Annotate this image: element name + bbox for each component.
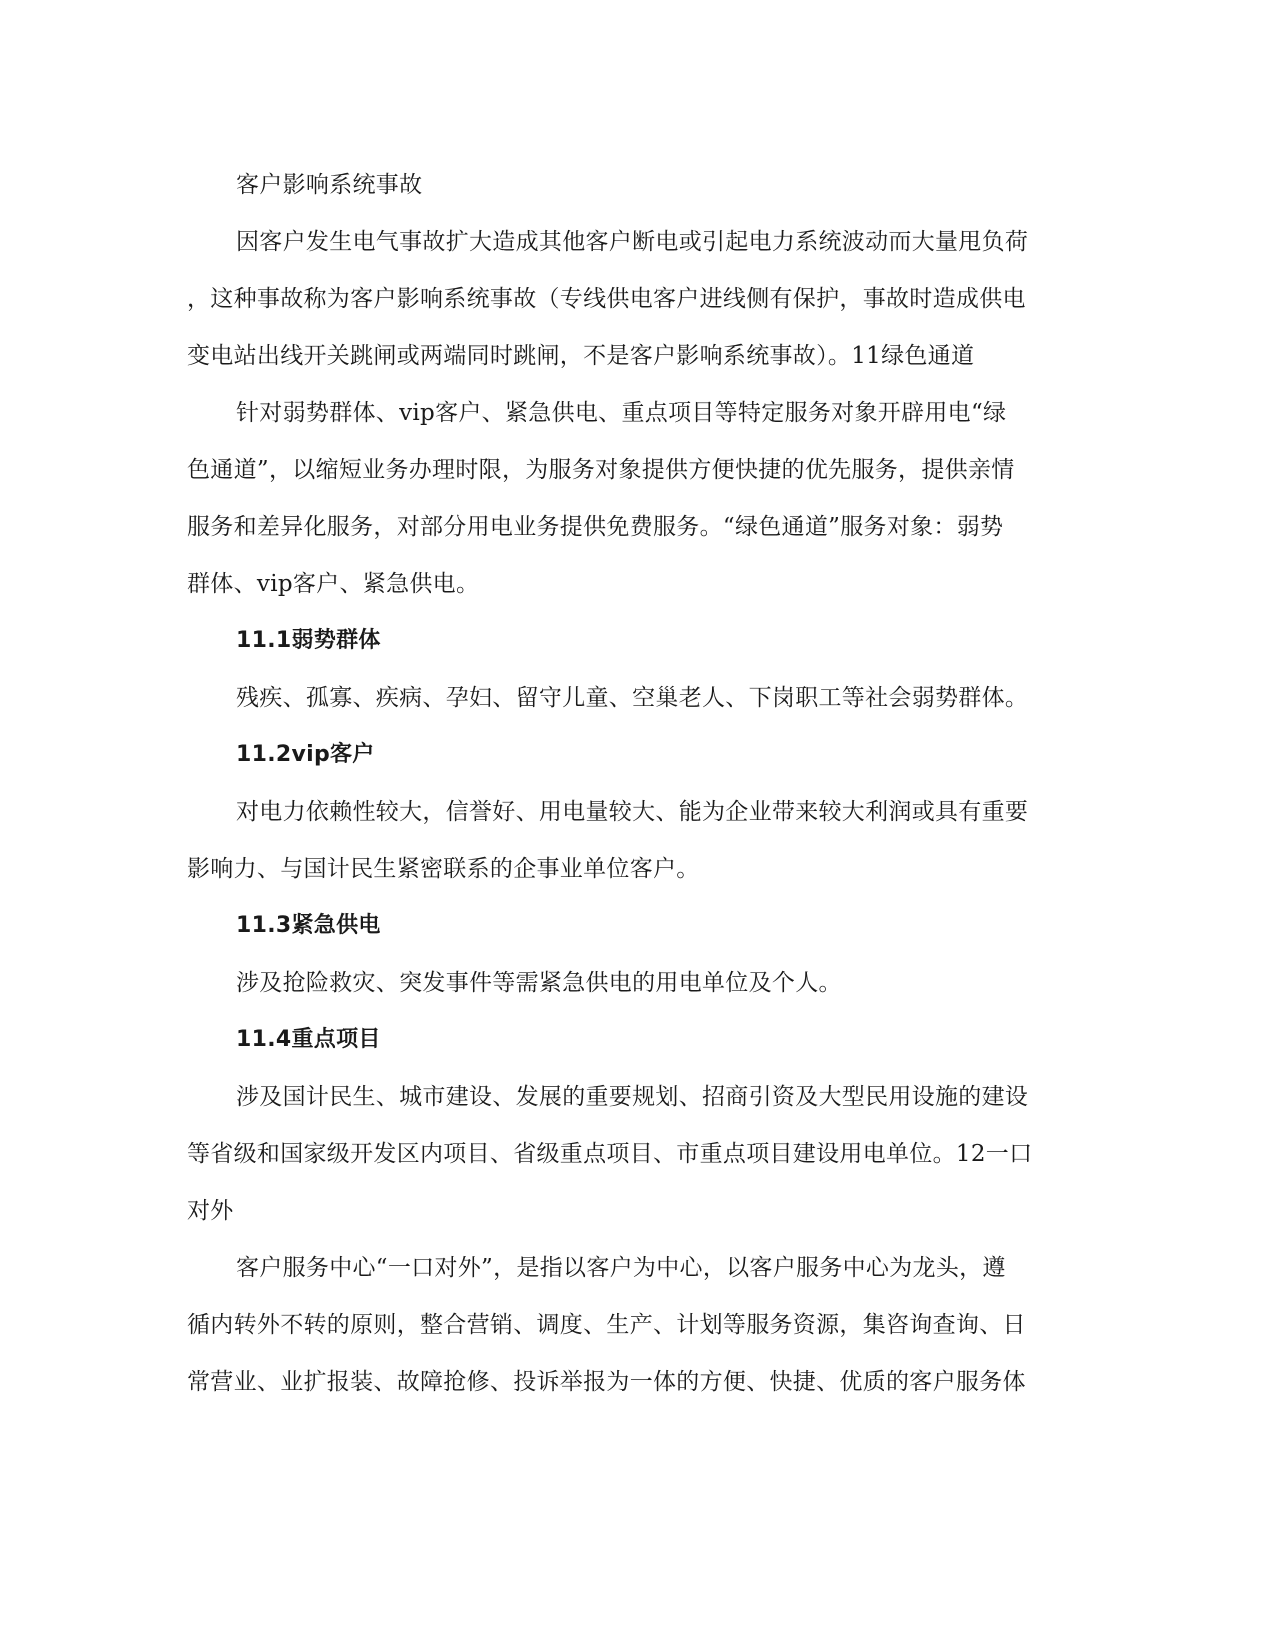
section-heading: 11.1弱势群体 bbox=[236, 628, 381, 653]
paragraph-line: 对外 bbox=[187, 1198, 234, 1224]
paragraph-line: 影响力、与国计民生紧密联系的企事业单位客户。 bbox=[187, 856, 700, 882]
paragraph-line: 色通道”，以缩短业务办理时限，为服务对象提供方便快捷的优先服务，提供亲情 bbox=[187, 457, 1015, 483]
section-heading: 11.3紧急供电 bbox=[236, 913, 381, 938]
paragraph-line: 客户影响系统事故 bbox=[236, 172, 423, 198]
paragraph-line: 涉及抢险救灾、突发事件等需紧急供电的用电单位及个人。 bbox=[236, 970, 842, 996]
paragraph-line: 涉及国计民生、城市建设、发展的重要规划、招商引资及大型民用设施的建设 bbox=[236, 1084, 1029, 1110]
paragraph-line: 对电力依赖性较大，信誉好、用电量较大、能为企业带来较大利润或具有重要 bbox=[236, 799, 1029, 825]
paragraph-line: 变电站出线开关跳闸或两端同时跳闸，不是客户影响系统事故）。11绿色通道 bbox=[187, 343, 975, 369]
section-heading: 11.4重点项目 bbox=[236, 1027, 381, 1052]
paragraph-line: 因客户发生电气事故扩大造成其他客户断电或引起电力系统波动而大量甩负荷 bbox=[236, 229, 1029, 255]
paragraph-line: 残疾、孤寡、疾病、孕妇、留守儿童、空巢老人、下岗职工等社会弱势群体。 bbox=[236, 685, 1029, 711]
paragraph-line: 常营业、业扩报装、故障抢修、投诉举报为一体的方便、快捷、优质的客户服务体 bbox=[187, 1369, 1026, 1395]
paragraph-line: 等省级和国家级开发区内项目、省级重点项目、市重点项目建设用电单位。12一口 bbox=[187, 1141, 1033, 1167]
paragraph-line: 针对弱势群体、vip客户、紧急供电、重点项目等特定服务对象开辟用电“绿 bbox=[236, 400, 1007, 426]
paragraph-line: 循内转外不转的原则，整合营销、调度、生产、计划等服务资源，集咨询查询、日 bbox=[187, 1312, 1026, 1338]
paragraph-line: 客户服务中心“一口对外”，是指以客户为中心，以客户服务中心为龙头，遵 bbox=[236, 1255, 1006, 1281]
paragraph-line: ，这种事故称为客户影响系统事故（专线供电客户进线侧有保护，事故时造成供电 bbox=[187, 286, 1026, 312]
paragraph-line: 服务和差异化服务，对部分用电业务提供免费服务。“绿色通道”服务对象：弱势 bbox=[187, 514, 1004, 540]
paragraph-line: 群体、vip客户、紧急供电。 bbox=[187, 571, 480, 597]
section-heading: 11.2vip客户 bbox=[236, 742, 375, 767]
